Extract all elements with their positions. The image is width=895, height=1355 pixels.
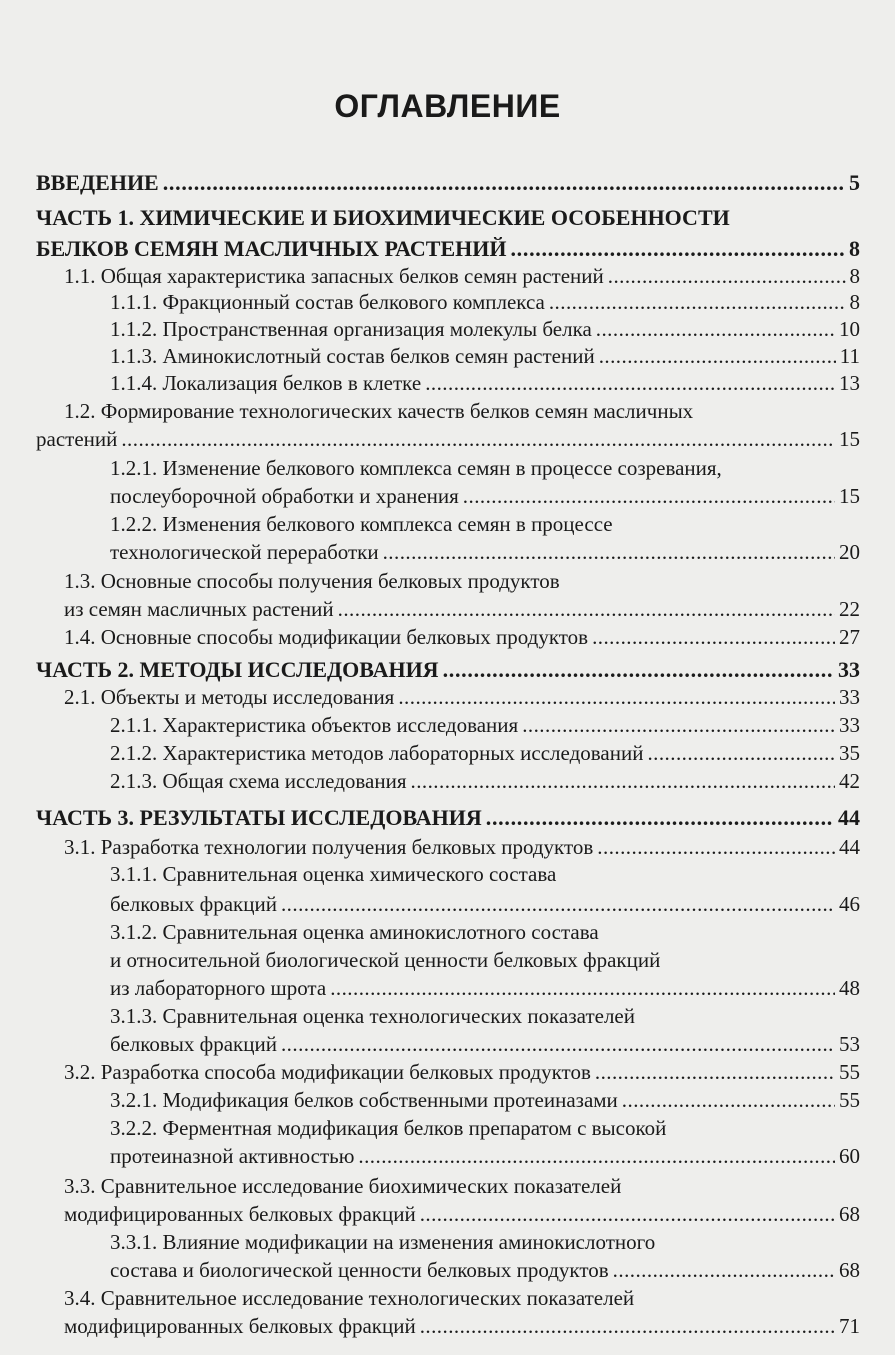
page-number: 48 [839, 976, 860, 1000]
toc-entry [110, 511, 613, 538]
toc-entry [64, 263, 860, 290]
toc-entry-text: ЧАСТЬ 1. ХИМИЧЕСКИЕ И БИОХИМИЧЕСКИЕ ОСОБЕННОСТИ [36, 205, 730, 230]
toc-entry [36, 169, 860, 196]
dot-leader [613, 1257, 835, 1284]
toc-entry [110, 1003, 635, 1030]
toc-entry-text: 3.1. Разработка технологии получения белковых продуктов [64, 835, 594, 859]
page-number: 68 [839, 1202, 860, 1226]
toc-entry-text: белковых фракций [110, 892, 277, 916]
toc-entry-text: 1.1.2. Пространственная организация молекулы белка [110, 317, 592, 341]
toc-entry [36, 204, 730, 231]
page-number: 8 [849, 290, 860, 314]
toc-entry [64, 568, 560, 595]
toc-entry [110, 975, 860, 1002]
toc-entry [64, 1313, 860, 1340]
dot-leader [358, 1143, 835, 1170]
toc-entry-text: 3.1.1. Сравнительная оценка химического состава [110, 862, 557, 886]
dot-leader [522, 712, 835, 739]
toc-entry [110, 919, 599, 946]
dot-leader [486, 804, 834, 831]
toc-entry [110, 1087, 860, 1114]
page-number: 15 [839, 427, 860, 451]
toc-entry-text: и относительной биологической ценности белковых фракций [110, 948, 661, 972]
toc-entry-text: 3.1.3. Сравнительная оценка технологических показателей [110, 1004, 635, 1028]
dot-leader [595, 1059, 835, 1086]
page-number: 44 [839, 835, 860, 859]
toc-entry-text: ВВЕДЕНИЕ [36, 170, 159, 195]
dot-leader [398, 684, 835, 711]
dot-leader [420, 1201, 835, 1228]
dot-leader [420, 1313, 835, 1340]
toc-entry [36, 235, 860, 262]
dot-leader [338, 596, 835, 623]
toc-entry-text: модифицированных белковых фракций [64, 1202, 416, 1226]
toc-entry [64, 1201, 860, 1228]
page-number: 5 [849, 170, 860, 195]
page-number: 13 [839, 371, 860, 395]
page-number: 42 [839, 769, 860, 793]
dot-leader [121, 426, 835, 453]
page-number: 44 [838, 805, 860, 830]
toc-entry [110, 740, 860, 767]
toc-entry [110, 947, 660, 974]
toc-entry-text: растений [36, 427, 118, 451]
toc-entry [110, 861, 556, 888]
toc-entry-text: 1.2. Формирование технологических качеств белков семян масличных [64, 399, 694, 423]
toc-entry-text: 1.4. Основные способы модификации белковых продуктов [64, 625, 589, 649]
toc-entry [64, 834, 860, 861]
page-number: 22 [839, 597, 860, 621]
toc-entry-text: 1.3. Основные способы получения белковых продуктов [64, 569, 560, 593]
dot-leader [622, 1087, 835, 1114]
toc-entry-text: 1.1.4. Локализация белков в клетке [110, 371, 422, 395]
toc-entry [110, 768, 860, 795]
page-number: 68 [839, 1258, 860, 1282]
toc-entry-text: 1.1.1. Фракционный состав белкового комплекса [110, 290, 545, 314]
page-title: ОГЛАВЛЕНИЕ [334, 88, 561, 124]
toc-entry [36, 426, 860, 453]
page-number: 55 [839, 1088, 860, 1112]
toc-entry [110, 712, 860, 739]
toc-entry-text: БЕЛКОВ СЕМЯН МАСЛИЧНЫХ РАСТЕНИЙ [36, 236, 507, 261]
toc-entry-text: 2.1.2. Характеристика методов лабораторных исследований [110, 741, 644, 765]
page-number: 33 [839, 685, 860, 709]
page-number: 10 [839, 317, 860, 341]
dot-leader [608, 263, 846, 290]
dot-leader [330, 975, 835, 1002]
page-number: 71 [839, 1314, 860, 1338]
toc-entry-text: 2.1.1. Характеристика объектов исследования [110, 713, 519, 737]
toc-entry [36, 804, 860, 831]
page-number: 35 [839, 741, 860, 765]
toc-entry-text: ЧАСТЬ 2. МЕТОДЫ ИССЛЕДОВАНИЯ [36, 657, 439, 682]
dot-leader [647, 740, 835, 767]
toc-entry-text: ЧАСТЬ 3. РЕЗУЛЬТАТЫ ИССЛЕДОВАНИЯ [36, 805, 482, 830]
dot-leader [597, 834, 835, 861]
toc-entry [110, 1257, 860, 1284]
dot-leader [443, 656, 834, 683]
dot-leader [599, 343, 836, 370]
page-number: 11 [839, 344, 860, 368]
dot-leader [425, 370, 835, 397]
page-number: 20 [839, 540, 860, 564]
toc-entry-text: 3.3. Сравнительное исследование биохимических показателей [64, 1174, 622, 1198]
toc-entry [110, 455, 722, 482]
toc-entry-text: протеиназной активностью [110, 1144, 355, 1168]
toc-entry [110, 289, 860, 316]
toc-entry-text: состава и биологической ценности белковых продуктов [110, 1258, 609, 1282]
toc-entry [64, 624, 860, 651]
toc-entry-text: 1.2.2. Изменения белкового комплекса семян в процессе [110, 512, 613, 536]
page-number: 33 [839, 713, 860, 737]
toc-entry-text: технологической переработки [110, 540, 379, 564]
page-number: 15 [839, 484, 860, 508]
dot-leader [592, 624, 835, 651]
toc-entry [64, 684, 860, 711]
toc-entry-text: 1.1. Общая характеристика запасных белков семян растений [64, 264, 604, 288]
dot-leader [163, 169, 845, 196]
dot-leader [549, 289, 846, 316]
toc-entry [110, 1031, 860, 1058]
toc-entry-text: 3.2. Разработка способа модификации белковых продуктов [64, 1060, 591, 1084]
dot-leader [281, 891, 835, 918]
toc-entry-text: модифицированных белковых фракций [64, 1314, 416, 1338]
page-number: 8 [849, 236, 860, 261]
toc-entry-text: 3.1.2. Сравнительная оценка аминокислотного состава [110, 920, 599, 944]
toc-entry-text: 2.1. Объекты и методы исследования [64, 685, 395, 709]
toc-entry-text: 2.1.3. Общая схема исследования [110, 769, 407, 793]
toc-entry [110, 316, 860, 343]
toc-entry [64, 1285, 634, 1312]
toc-entry [110, 1143, 860, 1170]
page-number: 27 [839, 625, 860, 649]
toc-entry-text: белковых фракций [110, 1032, 277, 1056]
toc-entry [110, 1115, 666, 1142]
toc-entry-text: 3.4. Сравнительное исследование технологических показателей [64, 1286, 635, 1310]
toc-entry [64, 398, 693, 425]
dot-leader [596, 316, 835, 343]
page-number: 55 [839, 1060, 860, 1084]
toc-entry [110, 343, 860, 370]
toc-entry [110, 370, 860, 397]
dot-leader [411, 768, 836, 795]
toc-entry-text: послеуборочной обработки и хранения [110, 484, 459, 508]
dot-leader [281, 1031, 835, 1058]
page-number: 46 [839, 892, 860, 916]
toc-entry [36, 656, 860, 683]
page-number: 53 [839, 1032, 860, 1056]
toc-entry [64, 596, 860, 623]
toc-entry-text: 3.2.2. Ферментная модификация белков препаратом с высокой [110, 1116, 667, 1140]
toc-entry [110, 483, 860, 510]
toc-entry-text: из семян масличных растений [64, 597, 334, 621]
page-number: 33 [838, 657, 860, 682]
toc-entry-text: 3.3.1. Влияние модификации на изменения аминокислотного [110, 1230, 656, 1254]
dot-leader [383, 539, 835, 566]
dot-leader [510, 235, 845, 262]
toc-entry [110, 891, 860, 918]
toc-entry-text: из лабораторного шрота [110, 976, 327, 1000]
toc-entry-text: 3.2.1. Модификация белков собственными протеиназами [110, 1088, 618, 1112]
page-number: 8 [849, 264, 860, 288]
toc-entry [110, 539, 860, 566]
toc-entry-text: 1.1.3. Аминокислотный состав белков семян растений [110, 344, 595, 368]
toc-entry-text: 1.2.1. Изменение белкового комплекса семян в процессе созревания, [110, 456, 722, 480]
toc-entry [64, 1059, 860, 1086]
toc-entry [64, 1173, 621, 1200]
toc-entry [110, 1229, 655, 1256]
page-number: 60 [839, 1144, 860, 1168]
dot-leader [463, 483, 835, 510]
